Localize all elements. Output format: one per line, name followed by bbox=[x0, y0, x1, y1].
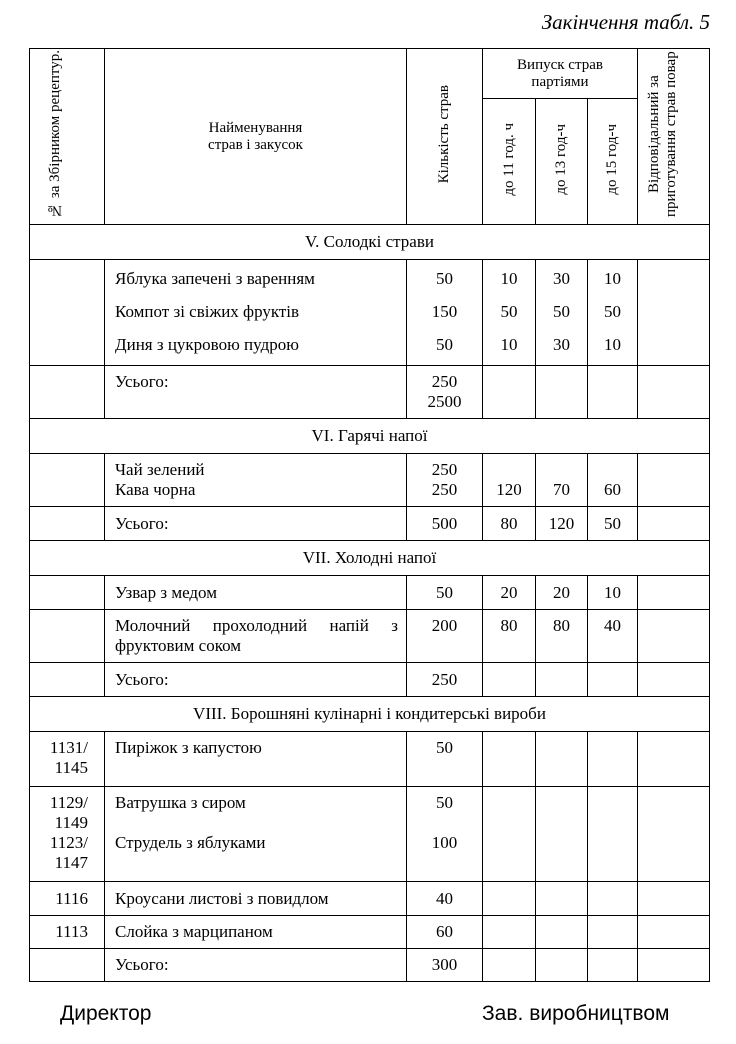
output-11-cell: 10 50 10 bbox=[483, 260, 536, 366]
section-title: V. Солодкі страви bbox=[30, 225, 710, 260]
total-qty: 500 bbox=[407, 507, 483, 541]
recipe-no-cell bbox=[30, 260, 105, 366]
total-qty: 250 bbox=[407, 663, 483, 697]
total-output-13: 120 bbox=[536, 507, 588, 541]
qty-cell: 50 bbox=[407, 576, 483, 610]
section-row bbox=[30, 419, 710, 454]
total-qty: 250 2500 bbox=[407, 366, 483, 419]
table-row bbox=[30, 610, 710, 663]
table-caption: Закінчення табл. 5 bbox=[541, 10, 710, 34]
name-cell: Пиріжок з капустою bbox=[105, 732, 407, 787]
recipe-no-cell: 1131/ 1145 bbox=[30, 732, 105, 787]
header-quantity: Кількість страв bbox=[407, 49, 483, 225]
output-13-cell: 20 bbox=[536, 576, 588, 610]
recipe-no-cell: 1129/ 1149 1123/ 1147 bbox=[30, 787, 105, 882]
total-row bbox=[30, 507, 710, 541]
qty-cell: 200 bbox=[407, 610, 483, 663]
total-qty: 300 bbox=[407, 949, 483, 982]
qty-cell: 50 100 bbox=[407, 787, 483, 882]
total-output-11: 80 bbox=[483, 507, 536, 541]
output-15-cell: 10 50 10 bbox=[588, 260, 638, 366]
name-cell: Кроусани листові з повидлом bbox=[105, 882, 407, 916]
name-cell: Молочний прохолодний напій з фруктовим соком bbox=[105, 610, 407, 663]
production-plan-table bbox=[29, 48, 710, 982]
output-15-cell: 10 bbox=[588, 576, 638, 610]
responsible-cell bbox=[638, 260, 710, 366]
table-row bbox=[30, 260, 710, 366]
total-row bbox=[30, 366, 710, 419]
table-row bbox=[30, 454, 710, 507]
output-13-cell: 70 bbox=[536, 454, 588, 507]
table-row bbox=[30, 882, 710, 916]
name-cell: Ватрушка з сиром Струдель з яблуками bbox=[105, 787, 407, 882]
output-15-cell: 60 bbox=[588, 454, 638, 507]
output-11-cell: 80 bbox=[483, 610, 536, 663]
total-label: Усього: bbox=[105, 949, 407, 982]
header-output-11: до 11 год. ч bbox=[483, 99, 536, 225]
table-row bbox=[30, 576, 710, 610]
qty-cell: 60 bbox=[407, 916, 483, 949]
table-row bbox=[30, 916, 710, 949]
name-cell: Узвар з медом bbox=[105, 576, 407, 610]
header-output-13: до 13 год-ч bbox=[536, 99, 588, 225]
section-title: VIII. Борошняні кулінарні і кондитерські вироби bbox=[30, 697, 710, 732]
output-15-cell: 40 bbox=[588, 610, 638, 663]
table-row bbox=[30, 732, 710, 787]
table-row bbox=[30, 787, 710, 882]
total-label: Усього: bbox=[105, 366, 407, 419]
output-13-cell: 30 50 30 bbox=[536, 260, 588, 366]
qty-cell: 250 250 bbox=[407, 454, 483, 507]
header-recipe-no: № за Збірником рецептур. bbox=[30, 49, 105, 225]
total-label: Усього: bbox=[105, 507, 407, 541]
section-title: VII. Холодні напої bbox=[30, 541, 710, 576]
signature-director: Директор bbox=[60, 1002, 152, 1025]
name-cell: Слойка з марципаном bbox=[105, 916, 407, 949]
recipe-no-cell: 1116 bbox=[30, 882, 105, 916]
name-cell: Чай зелений Кава чорна bbox=[105, 454, 407, 507]
total-output-15: 50 bbox=[588, 507, 638, 541]
header-output-group: Випуск страв партіями bbox=[483, 49, 638, 99]
table-header-row bbox=[30, 49, 710, 99]
total-row bbox=[30, 949, 710, 982]
signature-production-head: Зав. виробництвом bbox=[482, 1002, 670, 1025]
qty-cell: 50 150 50 bbox=[407, 260, 483, 366]
section-row bbox=[30, 697, 710, 732]
total-label: Усього: bbox=[105, 663, 407, 697]
section-title: VI. Гарячі напої bbox=[30, 419, 710, 454]
total-row bbox=[30, 663, 710, 697]
header-name: Найменування страв і закусок bbox=[105, 49, 407, 225]
qty-cell: 40 bbox=[407, 882, 483, 916]
section-row bbox=[30, 225, 710, 260]
output-13-cell: 80 bbox=[536, 610, 588, 663]
recipe-no-cell: 1113 bbox=[30, 916, 105, 949]
output-11-cell: 120 bbox=[483, 454, 536, 507]
header-output-15: до 15 год-ч bbox=[588, 99, 638, 225]
section-row bbox=[30, 541, 710, 576]
name-cell: Яблука запечені з варенням Компот зі свіжих фруктів Диня з цукровою пудрою bbox=[105, 260, 407, 366]
header-responsible: Відповідальний за приготування страв повар bbox=[638, 49, 710, 225]
output-11-cell: 20 bbox=[483, 576, 536, 610]
qty-cell: 50 bbox=[407, 732, 483, 787]
